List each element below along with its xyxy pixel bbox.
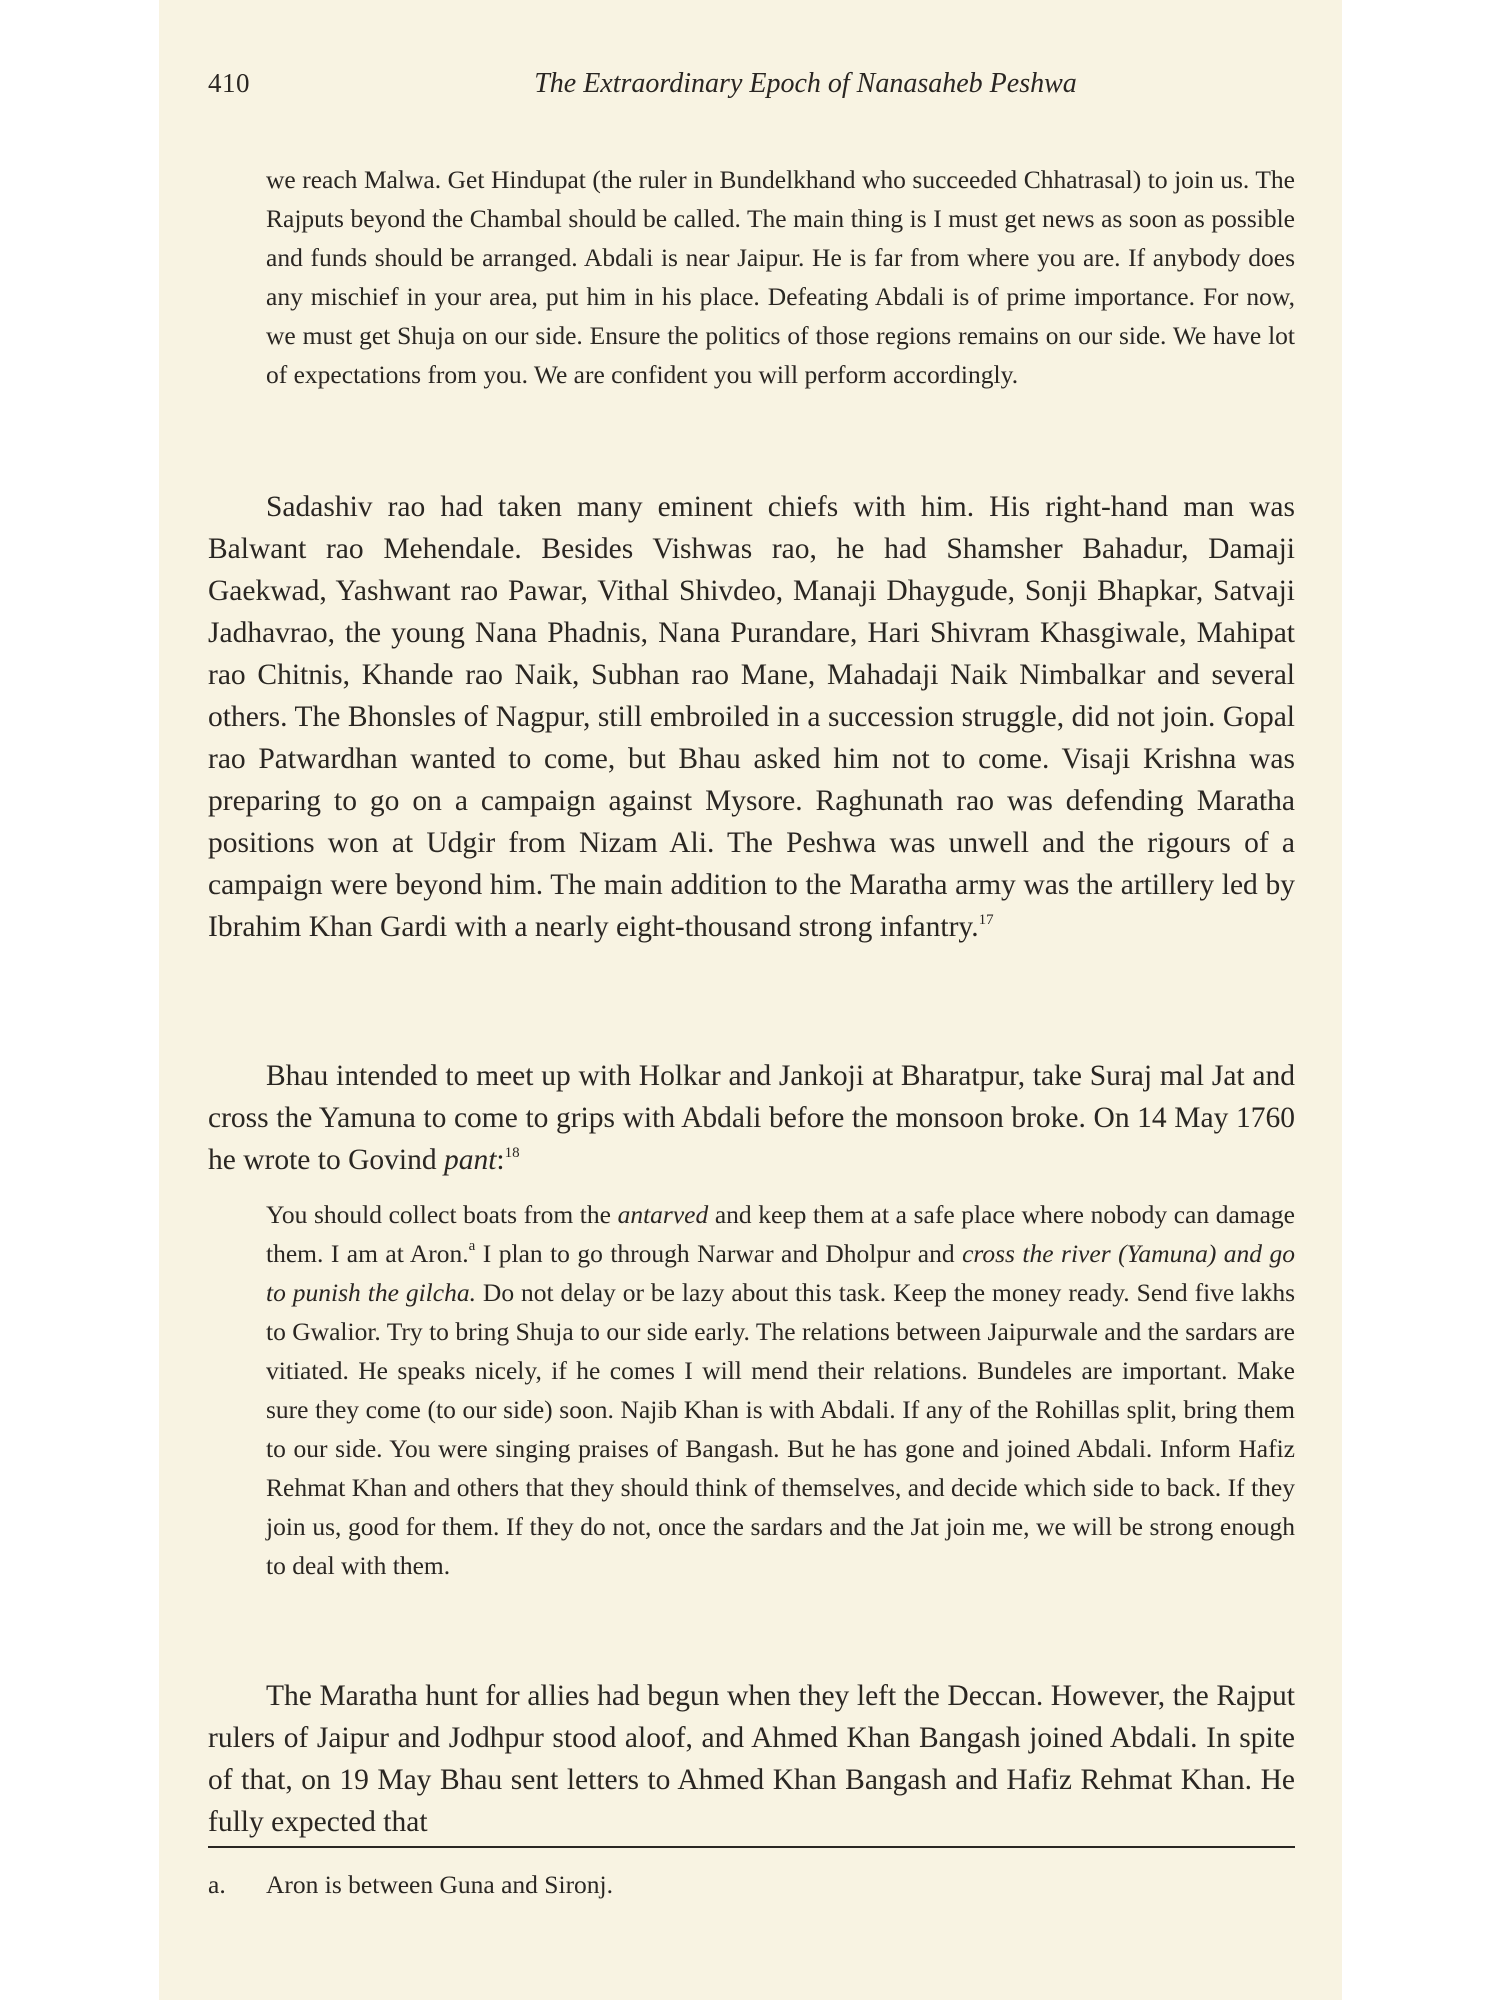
- body-paragraph-1: [208, 486, 1295, 948]
- quote-2-italic-1: antarved: [617, 1200, 709, 1229]
- quote-2-part-2: and keep them at a safe place where nobody can damage them. I am at Aron.: [266, 1200, 1295, 1268]
- book-title: The Extraordinary Epoch of Nanasaheb Peshwa: [534, 68, 1077, 99]
- footnote-text: Aron is between Guna and Sironj.: [266, 1870, 614, 1899]
- running-header: [159, 68, 1342, 108]
- endnote-ref-18: 18: [504, 1145, 520, 1161]
- paragraph-2-text: Bhau intended to meet up with Holkar and Jankoji at Bharatpur, take Suraj mal Jat and cross the Yamuna to come to grips with Abdali before the monsoon broke. On 14 May 1760 he wrote to Govind: [208, 1060, 1295, 1176]
- body-paragraph-3: [208, 1675, 1295, 1843]
- paragraph-3-text: The Maratha hunt for allies had begun when they left the Deccan. However, the Rajput rulers of Jaipur and Jodhpur stood aloof, and Ahmed Khan Bangash joined Abdali. In spite of that, on 19 May Bhau sent letters to Ahmed Khan Bangash and Hafiz Rehmat Khan. He fully expected that: [208, 1680, 1295, 1838]
- footnote-marker-a: a: [468, 1238, 476, 1254]
- paragraph-2-italic: pant: [443, 1144, 497, 1176]
- footnote-label: a.: [208, 1870, 226, 1899]
- endnote-ref-17: 17: [978, 912, 994, 928]
- book-page: [159, 0, 1342, 2000]
- paragraph-2-colon: :: [496, 1144, 505, 1176]
- quote-2-part-1: You should collect boats from the: [266, 1200, 618, 1229]
- block-quote-1: [266, 160, 1295, 394]
- quote-1-text: we reach Malwa. Get Hindupat (the ruler in Bundelkhand who succeeded Chhatrasal) to join us. The Rajputs beyond the Chambal should be called. The main thing is I must get news as soon as possible and funds should be arranged. Abdali is near Jaipur. He is far from where you are. If anybody does any mischief in your area, put him in his place. Defeating Abdali is of prime importance. For now, we must get Shuja on our side. Ensure the politics of those regions remains on our side. We have lot of expectations from you. We are confident you will perform accordingly.: [266, 165, 1295, 389]
- quote-2-part-3: I plan to go through Narwar and Dholpur and: [475, 1239, 963, 1268]
- body-paragraph-2: [208, 1055, 1295, 1181]
- footnote-divider: [208, 1846, 1295, 1848]
- footnote-a: [208, 1868, 1295, 1902]
- page-number: 410: [208, 68, 250, 98]
- quote-2-part-4: Do not delay or be lazy about this task. Keep the money ready. Send five lakhs to Gwalior. Try to bring Shuja to our side early. The relations between Jaipurwale and the sardars are vitiated. He speaks nicely, if he comes I will mend their relations. Bundeles are important. Make sure they come (to our side) soon. Najib Khan is with Abdali. If any of the Rohillas split, bring them to our side. You were singing praises of Bangash. But he has gone and joined Abdali. Inform Hafiz Rehmat Khan and others that they should think of themselves, and decide which side to back. If they join us, good for them. If they do not, once the sardars and the Jat join me, we will be strong enough to deal with them.: [266, 1278, 1295, 1580]
- block-quote-2: [266, 1195, 1295, 1585]
- paragraph-1-text: Sadashiv rao had taken many eminent chiefs with him. His right-hand man was Balwant rao Mehendale. Besides Vishwas rao, he had Shamsher Bahadur, Damaji Gaekwad, Yashwant rao Pawar, Vithal Shivdeo, Manaji Dhaygude, Sonji Bhapkar, Satvaji Jadhavrao, the young Nana Phadnis, Nana Purandare, Hari Shivram Khasgiwale, Mahipat rao Chitnis, Khande rao Naik, Subhan rao Mane, Mahadaji Naik Nimbalkar and several others. The Bhonsles of Nagpur, still embroiled in a succession struggle, did not join. Gopal rao Patwardhan wanted to come, but Bhau asked him not to come. Visaji Krishna was preparing to go on a campaign against Mysore. Raghunath rao was defending Maratha positions won at Udgir from Nizam Ali. The Peshwa was unwell and the rigours of a campaign were beyond him. The main addition to the Maratha army was the artillery led by Ibrahim Khan Gardi with a nearly eight-thousand strong infantry.: [208, 491, 1295, 943]
- quote-2-italic-2: cross the river (Yamuna) and go to punish the gilcha.: [266, 1239, 1295, 1307]
